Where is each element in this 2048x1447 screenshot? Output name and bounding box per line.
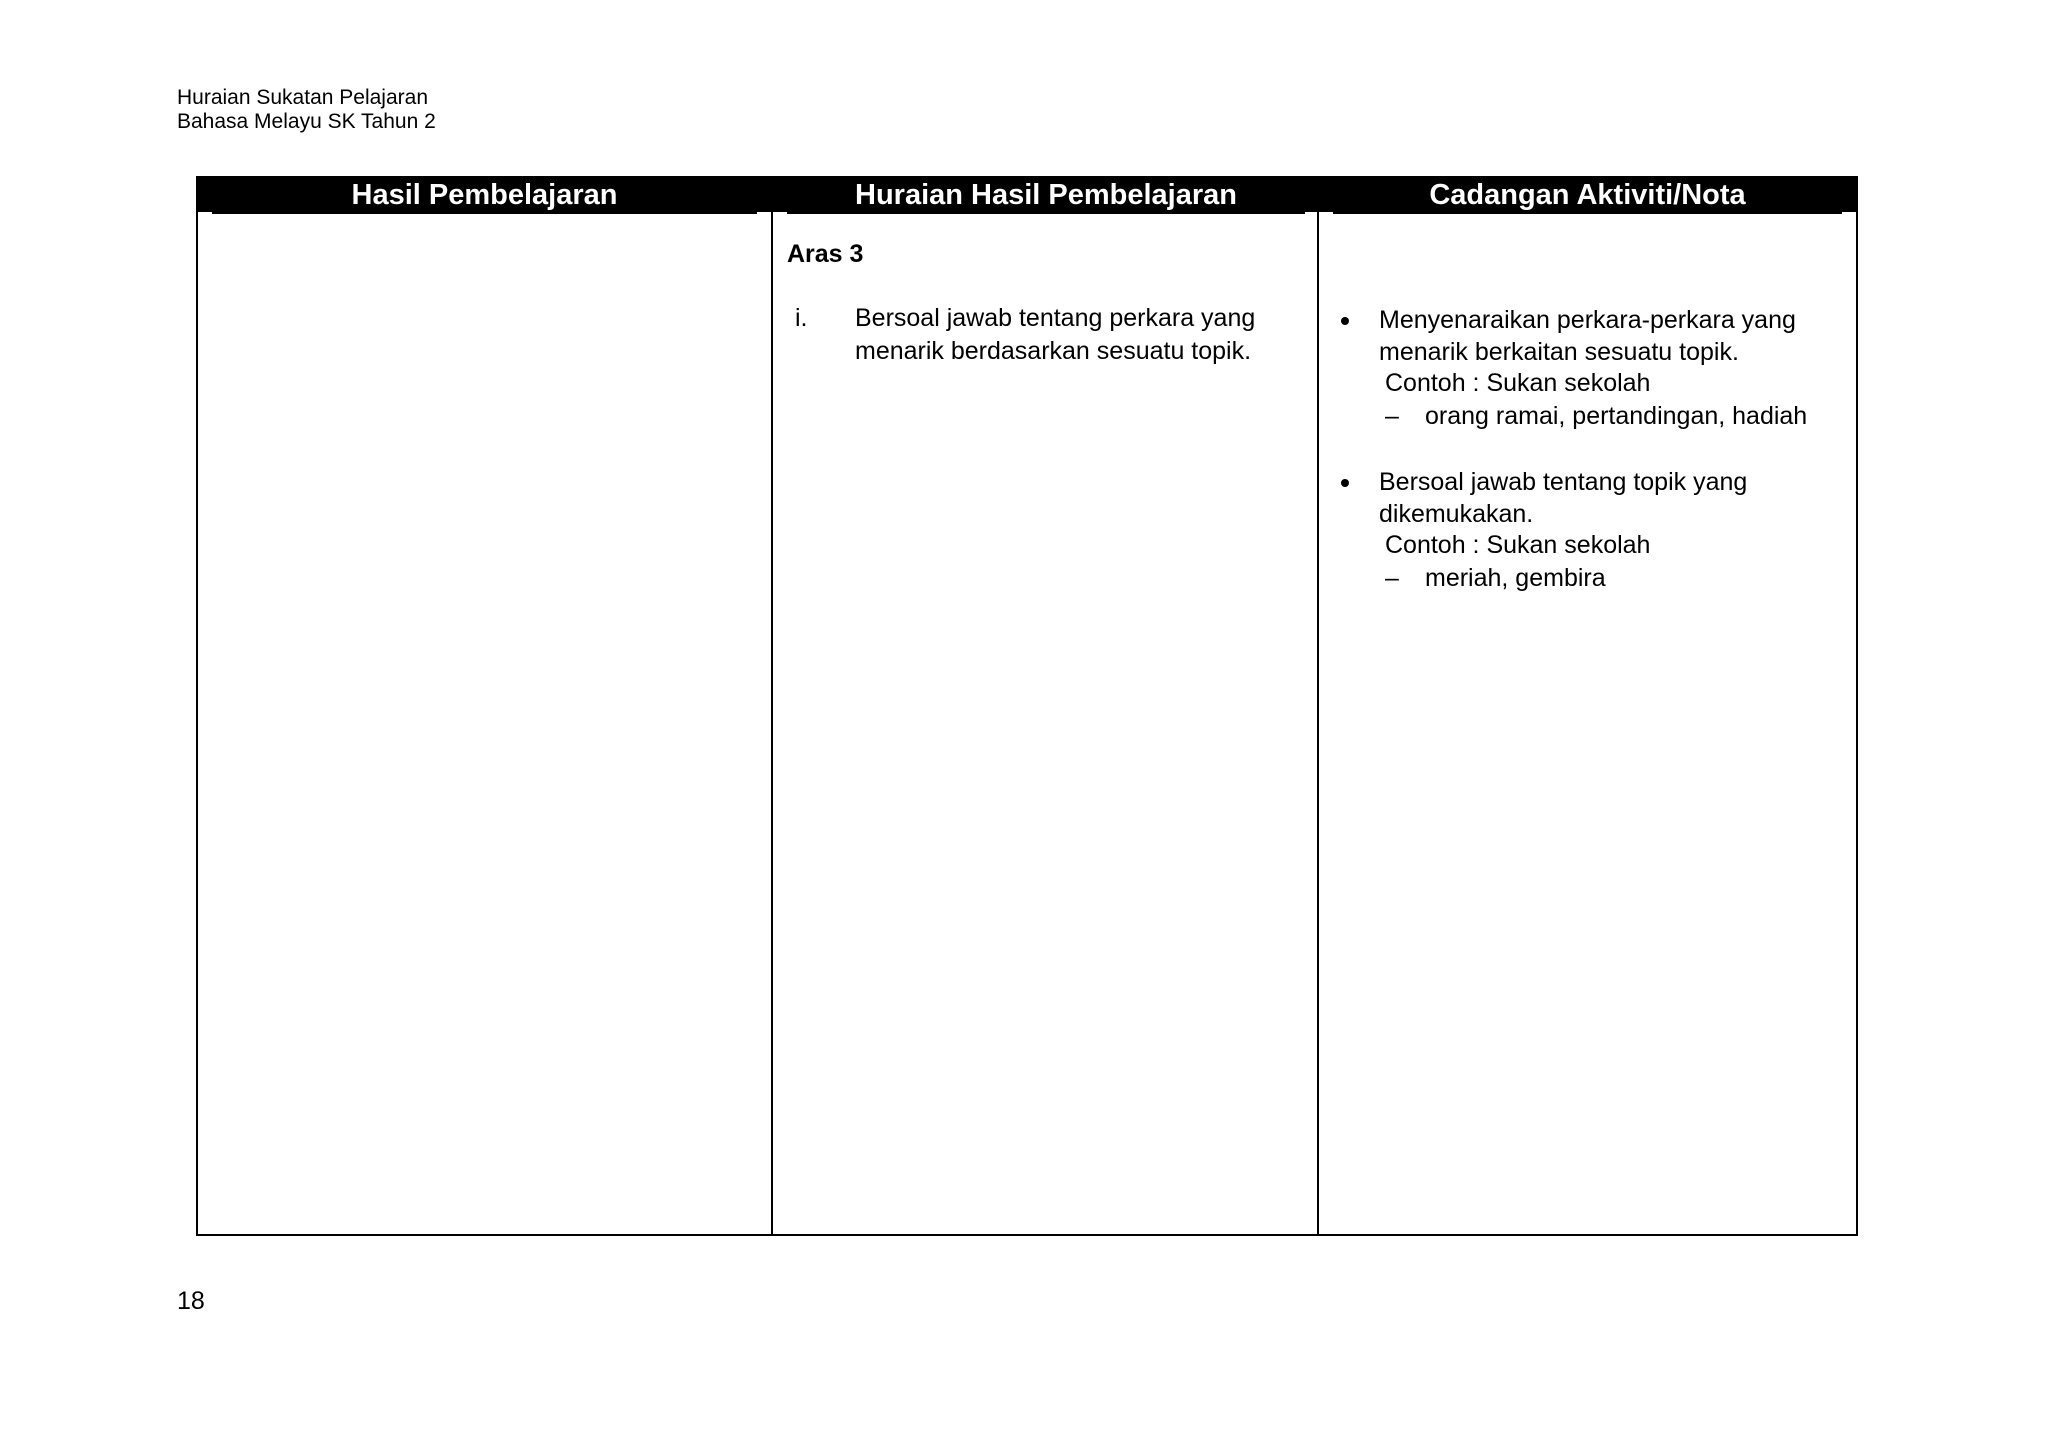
header-title-line: Huraian Sukatan Pelajaran xyxy=(177,86,428,109)
dash-marker: – xyxy=(1385,402,1399,430)
list-item xyxy=(787,302,1297,368)
bullet-icon xyxy=(1341,317,1349,325)
sub-item-text: orang ramai, pertandingan, hadiah xyxy=(1425,402,1808,430)
example-label: Contoh : Sukan sekolah xyxy=(1385,531,1651,559)
column-header-huraian: Huraian Hasil Pembelajaran xyxy=(773,178,1319,212)
level-title: Aras 3 xyxy=(787,240,864,268)
document-header xyxy=(177,86,436,134)
list-item-text xyxy=(855,302,1297,368)
sub-item xyxy=(1379,560,1843,596)
list-marker: i. xyxy=(795,304,808,332)
activity-list xyxy=(1333,304,1843,628)
list-item xyxy=(1333,466,1843,596)
list-item-line: menarik berdasarkan sesuatu topik. xyxy=(855,337,1252,365)
column-header-cadangan: Cadangan Aktiviti/Nota xyxy=(1319,178,1856,212)
list-item-line: Menyenaraikan perkara-perkara yang xyxy=(1379,306,1796,334)
bullet-icon xyxy=(1341,479,1349,487)
list-item-line: menarik berkaitan sesuatu topik. xyxy=(1379,338,1739,366)
header-subtitle-line: Bahasa Melayu SK Tahun 2 xyxy=(177,110,436,133)
list-item-line: Bersoal jawab tentang perkara yang xyxy=(855,304,1256,332)
example-label: Contoh : Sukan sekolah xyxy=(1385,369,1651,397)
sub-item-text: meriah, gembira xyxy=(1425,564,1606,592)
column-cadangan xyxy=(1317,178,1856,1234)
column-hasil-pembelajaran xyxy=(198,178,771,1234)
sub-item xyxy=(1379,398,1843,434)
list-item-line: Bersoal jawab tentang topik yang xyxy=(1379,468,1748,496)
list-item xyxy=(1333,304,1843,434)
dash-marker: – xyxy=(1385,564,1399,592)
column-header-hasil: Hasil Pembelajaran xyxy=(198,178,771,212)
syllabus-table xyxy=(196,176,1858,1236)
column-huraian xyxy=(771,178,1319,1234)
page-number: 18 xyxy=(177,1287,205,1315)
list-item-line: dikemukakan. xyxy=(1379,500,1534,528)
